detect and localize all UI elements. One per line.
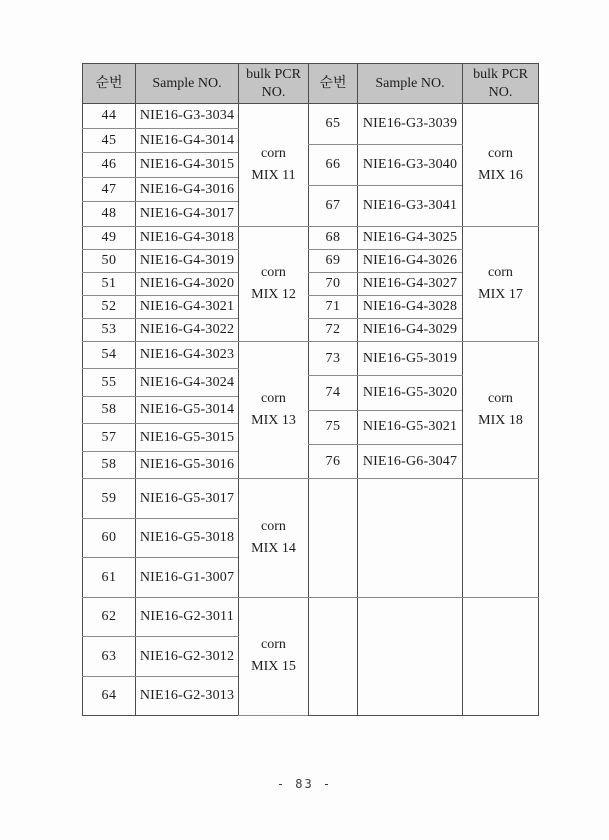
sample-cell <box>358 479 463 598</box>
seq-cell: 45 <box>83 128 136 153</box>
header-bulk-label <box>239 64 309 104</box>
header-row <box>83 64 309 104</box>
sample-cell: NIE16-G3-3040 <box>358 145 463 186</box>
header-sample-label: Sample NO. <box>136 64 239 104</box>
seq-cell: 73 <box>309 342 358 376</box>
seq-cell: 74 <box>309 376 358 410</box>
seq-cell: 63 <box>83 637 136 676</box>
seq-cell <box>309 479 358 598</box>
header-seq-label: 순번 <box>309 64 358 104</box>
bulk-mix-line: corn <box>261 264 286 280</box>
bulk-mix-line: MIX 17 <box>478 287 523 302</box>
seq-cell: 47 <box>83 177 136 202</box>
seq-cell: 52 <box>83 295 136 318</box>
sample-cell: NIE16-G4-3020 <box>136 272 239 295</box>
sample-cell: NIE16-G4-3017 <box>136 202 239 227</box>
seq-cell: 64 <box>83 676 136 715</box>
bulk-mix-line: MIX 16 <box>478 168 523 183</box>
table-row <box>309 598 539 716</box>
bulk-mix-cell <box>239 226 309 341</box>
seq-cell: 48 <box>83 202 136 227</box>
seq-cell: 59 <box>83 478 136 518</box>
sample-table-right-half <box>308 63 539 716</box>
sample-cell <box>358 598 463 716</box>
table-body-left <box>83 104 309 716</box>
bulk-mix-line: MIX 13 <box>251 412 296 428</box>
header-bulk-line: bulk PCR <box>473 67 528 82</box>
sample-cell: NIE16-G4-3027 <box>358 273 463 296</box>
bulk-mix-line: corn <box>488 390 513 406</box>
seq-cell: 58 <box>83 396 136 423</box>
header-bulk-line: NO. <box>488 84 513 100</box>
sample-cell: NIE16-G4-3026 <box>358 250 463 273</box>
bulk-mix-line: corn <box>261 637 286 653</box>
bulk-mix-cell <box>463 342 539 479</box>
table-row <box>83 478 309 518</box>
seq-cell: 46 <box>83 153 136 178</box>
seq-cell: 53 <box>83 318 136 341</box>
sample-cell: NIE16-G4-3024 <box>136 369 239 396</box>
bulk-mix-cell <box>239 341 309 478</box>
bulk-mix-cell <box>239 104 309 227</box>
sample-cell: NIE16-G5-3021 <box>358 410 463 444</box>
seq-cell: 50 <box>83 249 136 272</box>
header-bulk-line: bulk PCR <box>246 67 301 82</box>
bulk-mix-line: MIX 12 <box>251 286 296 302</box>
seq-cell: 60 <box>83 518 136 558</box>
table-header-left <box>83 64 309 104</box>
sample-cell: NIE16-G4-3015 <box>136 153 239 178</box>
sample-cell: NIE16-G4-3014 <box>136 128 239 153</box>
bulk-mix-cell <box>463 479 539 598</box>
bulk-mix-line: MIX 14 <box>251 540 296 556</box>
seq-cell: 72 <box>309 319 358 342</box>
table-row <box>309 479 539 598</box>
sample-cell: NIE16-G1-3007 <box>136 558 239 598</box>
seq-cell: 49 <box>83 226 136 249</box>
bulk-mix-cell <box>239 478 309 597</box>
sample-cell: NIE16-G4-3028 <box>358 296 463 319</box>
sample-cell: NIE16-G4-3023 <box>136 341 239 368</box>
header-bulk-label <box>463 64 539 104</box>
header-bulk-line: NO. <box>261 84 286 100</box>
sample-cell: NIE16-G2-3013 <box>136 676 239 715</box>
seq-cell: 44 <box>83 104 136 129</box>
bulk-mix-cell <box>463 104 539 227</box>
bulk-mix-line: corn <box>488 145 513 161</box>
table-header-right <box>309 64 539 104</box>
seq-cell: 51 <box>83 272 136 295</box>
table-row <box>83 597 309 636</box>
sample-cell: NIE16-G4-3018 <box>136 226 239 249</box>
seq-cell: 71 <box>309 296 358 319</box>
sample-cell: NIE16-G5-3016 <box>136 451 239 478</box>
sample-table-left-half <box>82 63 309 716</box>
page-number: - 83 - <box>276 777 333 791</box>
seq-cell: 65 <box>309 104 358 145</box>
sample-table <box>82 63 539 716</box>
sample-cell: NIE16-G5-3014 <box>136 396 239 423</box>
sample-cell: NIE16-G5-3015 <box>136 424 239 451</box>
seq-cell: 66 <box>309 145 358 186</box>
table-body-right <box>309 104 539 716</box>
bulk-mix-cell <box>239 597 309 715</box>
seq-cell: 58 <box>83 451 136 478</box>
table-row <box>83 226 309 249</box>
sample-cell: NIE16-G3-3034 <box>136 104 239 129</box>
seq-cell: 55 <box>83 369 136 396</box>
seq-cell: 70 <box>309 273 358 296</box>
bulk-mix-line: MIX 15 <box>251 659 296 675</box>
table-row <box>309 104 539 145</box>
sample-cell: NIE16-G2-3011 <box>136 597 239 636</box>
bulk-mix-line: corn <box>261 390 286 406</box>
sample-cell: NIE16-G4-3022 <box>136 318 239 341</box>
header-sample-label: Sample NO. <box>358 64 463 104</box>
bulk-mix-line: corn <box>261 145 286 161</box>
sample-cell: NIE16-G5-3020 <box>358 376 463 410</box>
sample-cell: NIE16-G4-3029 <box>358 319 463 342</box>
sample-cell: NIE16-G5-3017 <box>136 478 239 518</box>
bulk-mix-line: MIX 11 <box>251 167 296 183</box>
seq-cell: 54 <box>83 341 136 368</box>
header-row <box>309 64 539 104</box>
sample-cell: NIE16-G4-3016 <box>136 177 239 202</box>
seq-cell: 61 <box>83 558 136 598</box>
seq-cell: 76 <box>309 444 358 478</box>
sample-cell: NIE16-G6-3047 <box>358 444 463 478</box>
sample-cell: NIE16-G3-3041 <box>358 186 463 227</box>
table-row <box>83 104 309 129</box>
bulk-mix-cell <box>463 227 539 342</box>
seq-cell: 67 <box>309 186 358 227</box>
seq-cell: 68 <box>309 227 358 250</box>
table-row <box>309 342 539 376</box>
seq-cell: 62 <box>83 597 136 636</box>
sample-cell: NIE16-G2-3012 <box>136 637 239 676</box>
bulk-mix-line: MIX 18 <box>478 413 523 428</box>
sample-cell: NIE16-G3-3039 <box>358 104 463 145</box>
sample-cell: NIE16-G4-3025 <box>358 227 463 250</box>
table-row <box>309 227 539 250</box>
seq-cell: 75 <box>309 410 358 444</box>
bulk-mix-line: corn <box>488 264 513 280</box>
bulk-mix-cell <box>463 598 539 716</box>
sample-cell: NIE16-G5-3019 <box>358 342 463 376</box>
table-row <box>83 341 309 368</box>
header-seq-label: 순번 <box>83 64 136 104</box>
sample-cell: NIE16-G5-3018 <box>136 518 239 558</box>
seq-cell: 69 <box>309 250 358 273</box>
sample-cell: NIE16-G4-3021 <box>136 295 239 318</box>
seq-cell: 57 <box>83 424 136 451</box>
bulk-mix-line: corn <box>261 518 286 534</box>
sample-cell: NIE16-G4-3019 <box>136 249 239 272</box>
seq-cell <box>309 598 358 716</box>
